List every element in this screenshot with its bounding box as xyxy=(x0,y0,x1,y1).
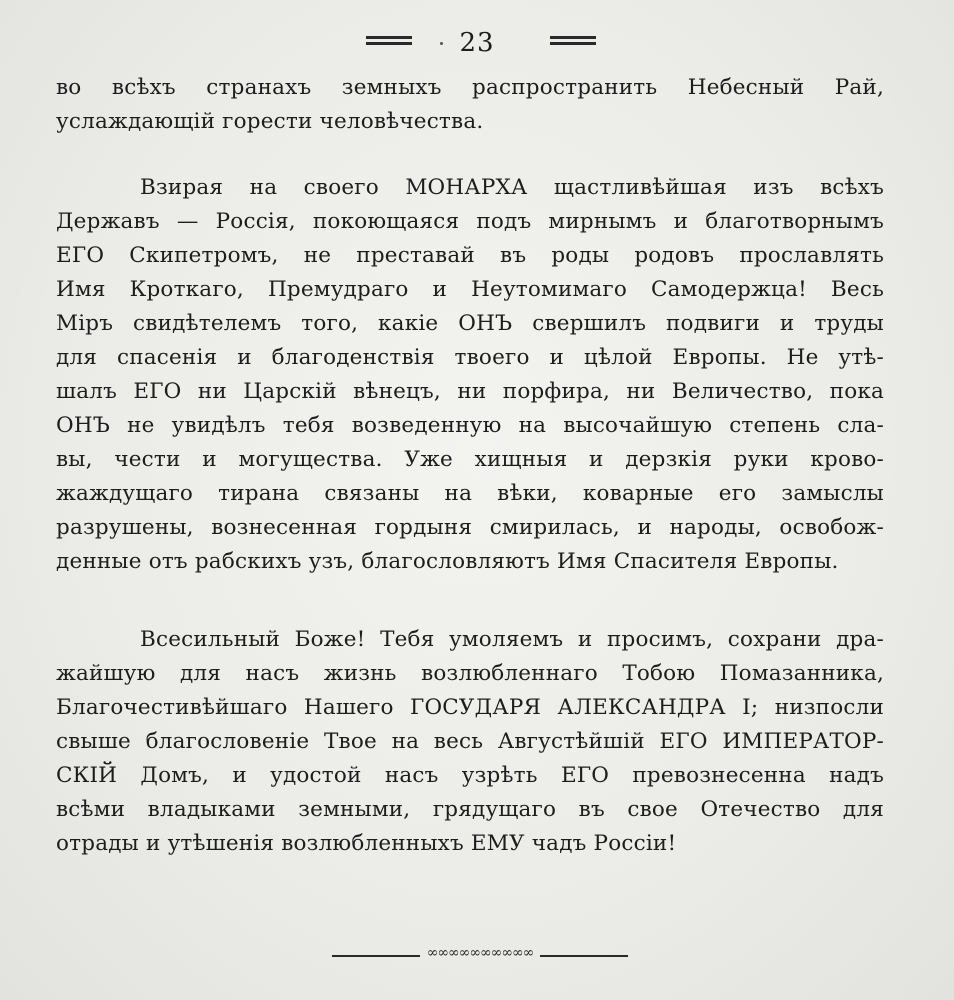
paragraph-2-line-11: разрушены, вознесенная гордыня смирилась, и народы, освобож- xyxy=(56,515,884,540)
paragraph-3-line-2: жайшую для насъ жизнь возлюбленнаго Тобою Помазанника, xyxy=(56,661,884,686)
footer-chain-ornament: ∞∞∞∞∞∞∞∞∞∞ xyxy=(426,945,534,961)
footer-rule-right xyxy=(540,955,628,957)
paragraph-3-line-1: Всесильный Боже! Тебя умоляемъ и просимъ, сохрани дра- xyxy=(140,627,884,652)
paragraph-2-line-10: жаждущаго тирана связаны на вѣки, коварные его замыслы xyxy=(56,481,884,506)
paragraph-2-line-8: ОНЪ не увидѣлъ тебя возведенную на высочайшую степень сла- xyxy=(56,413,884,438)
paragraph-2-line-12: денные отъ рабскихъ узъ, благословляютъ Имя Спасителя Европы. xyxy=(56,549,839,574)
paragraph-2-line-3: ЕГО Скипетромъ, не преставай въ роды родовъ прославлять xyxy=(56,243,884,268)
paragraph-2-line-6: для спасенія и благоденствія твоего и цѣлой Европы. Не утѣ- xyxy=(56,345,884,370)
footer-ornament xyxy=(332,945,628,961)
paragraph-2-line-5: Міръ свидѣтелемъ того, какіе ОНЪ свершилъ подвиги и труды xyxy=(56,311,884,336)
page-number: 23 xyxy=(459,28,495,58)
paragraph-2-line-2: Державъ — Россія, покоющаяся подъ мирнымъ и благотворнымъ xyxy=(56,209,884,234)
paragraph-3-line-6: всѣми владыками земными, грядущаго въ свое Отечество для xyxy=(56,797,884,822)
page-header xyxy=(0,28,954,58)
paragraph-2-line-9: вы, чести и могущества. Уже хищныя и дерзкія руки крово- xyxy=(56,447,884,472)
paragraph-2-line-4: Имя Кроткаго, Премудраго и Неутомимаго Самодержца! Весь xyxy=(56,277,884,302)
paragraph-3-line-4: свыше благословеніе Твое на весь Августѣйшій ЕГО ИМПЕРАТОР- xyxy=(56,729,884,754)
paragraph-3-line-7: отрады и утѣшенія возлюбленныхъ ЕМУ чадъ Россіи! xyxy=(56,831,677,856)
paragraph-2-line-1: Взирая на своего МОНАРХА щастливѣйшая изъ всѣхъ xyxy=(140,175,884,200)
footer-rule-left xyxy=(332,955,420,957)
paragraph-2-line-7: шалъ ЕГО ни Царскій вѣнецъ, ни порфира, ни Величество, пока xyxy=(56,379,884,404)
header-ornament-right xyxy=(550,36,596,46)
paragraph-3-line-5: СКІЙ Домъ, и удостой насъ узрѣть ЕГО превознесенна надъ xyxy=(56,763,884,788)
paragraph-1-line-2: услаждающій горести человѣчества. xyxy=(56,109,484,134)
paragraph-1-line-1: во всѣхъ странахъ земныхъ распространить Небесный Рай, xyxy=(56,75,884,100)
paragraph-3-line-3: Благочестивѣйшаго Нашего ГОСУДАРЯ АЛЕКСАНДРА I; низпосли xyxy=(56,695,884,720)
